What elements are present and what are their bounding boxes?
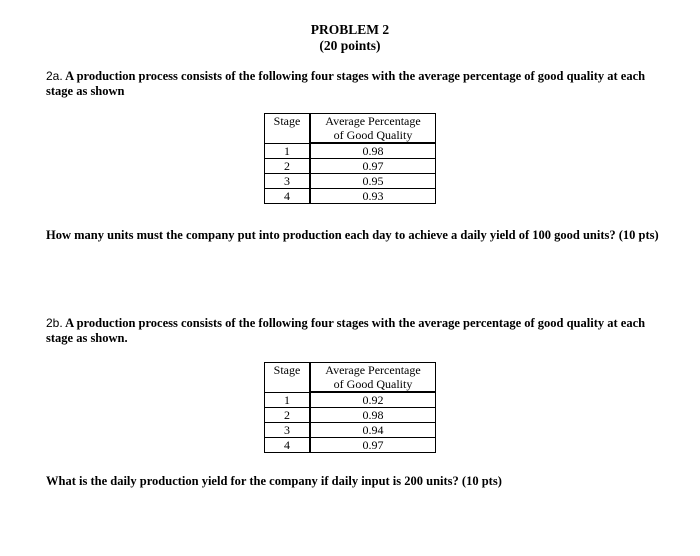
avg-quality-column-header (310, 114, 436, 144)
part-a-intro (46, 69, 661, 99)
stage-cell: 3 (265, 423, 311, 438)
value-cell: 0.97 (310, 438, 436, 453)
problem-points: (20 points) (319, 38, 381, 53)
value-cell: 0.93 (310, 189, 436, 204)
stage-cell: 4 (265, 189, 311, 204)
stage-column-header: Stage (265, 363, 311, 393)
stage-cell: 3 (265, 174, 311, 189)
avg-header-line2: of Good Quality (333, 128, 413, 142)
stage-cell: 2 (265, 159, 311, 174)
avg-quality-column-header (310, 363, 436, 393)
stage-cell: 2 (265, 408, 311, 423)
part-a-quality-table (264, 113, 436, 204)
table-row (265, 189, 436, 204)
part-b-quality-table (264, 362, 436, 453)
value-cell: 0.98 (310, 143, 436, 159)
value-cell: 0.98 (310, 408, 436, 423)
value-cell: 0.97 (310, 159, 436, 174)
problem-title: PROBLEM 2 (310, 22, 390, 37)
part-b-intro-text: A production process consists of the following four stages with the average percentage of good quality at each stage as shown. (46, 316, 646, 345)
part-b-question: What is the daily production yield for the company if daily input is 200 units? (10 pts) (46, 474, 502, 488)
part-a-intro-text: A production process consists of the following four stages with the average percentage of good quality at each stage as shown (46, 69, 646, 98)
stage-cell: 4 (265, 438, 311, 453)
table-row (265, 174, 436, 189)
avg-header-line2: of Good Quality (333, 377, 413, 391)
table-row (265, 159, 436, 174)
table-header-row (265, 363, 436, 393)
part-a-question: How many units must the company put into production each day to achieve a daily yield of 100 good units? (10 pts) (46, 228, 659, 242)
avg-header-line1: Average Percentage (325, 114, 421, 128)
table-row (265, 143, 436, 159)
stage-cell: 1 (265, 143, 311, 159)
table-row (265, 438, 436, 453)
stage-cell: 1 (265, 392, 311, 408)
part-b-label: 2b. (46, 316, 63, 330)
avg-header-line1: Average Percentage (325, 363, 421, 377)
table-row (265, 392, 436, 408)
value-cell: 0.95 (310, 174, 436, 189)
value-cell: 0.94 (310, 423, 436, 438)
table-row (265, 408, 436, 423)
table-header-row (265, 114, 436, 144)
table-row (265, 423, 436, 438)
part-b-intro (46, 316, 661, 346)
value-cell: 0.92 (310, 392, 436, 408)
part-a-label: 2a. (46, 69, 63, 83)
stage-column-header: Stage (265, 114, 311, 144)
